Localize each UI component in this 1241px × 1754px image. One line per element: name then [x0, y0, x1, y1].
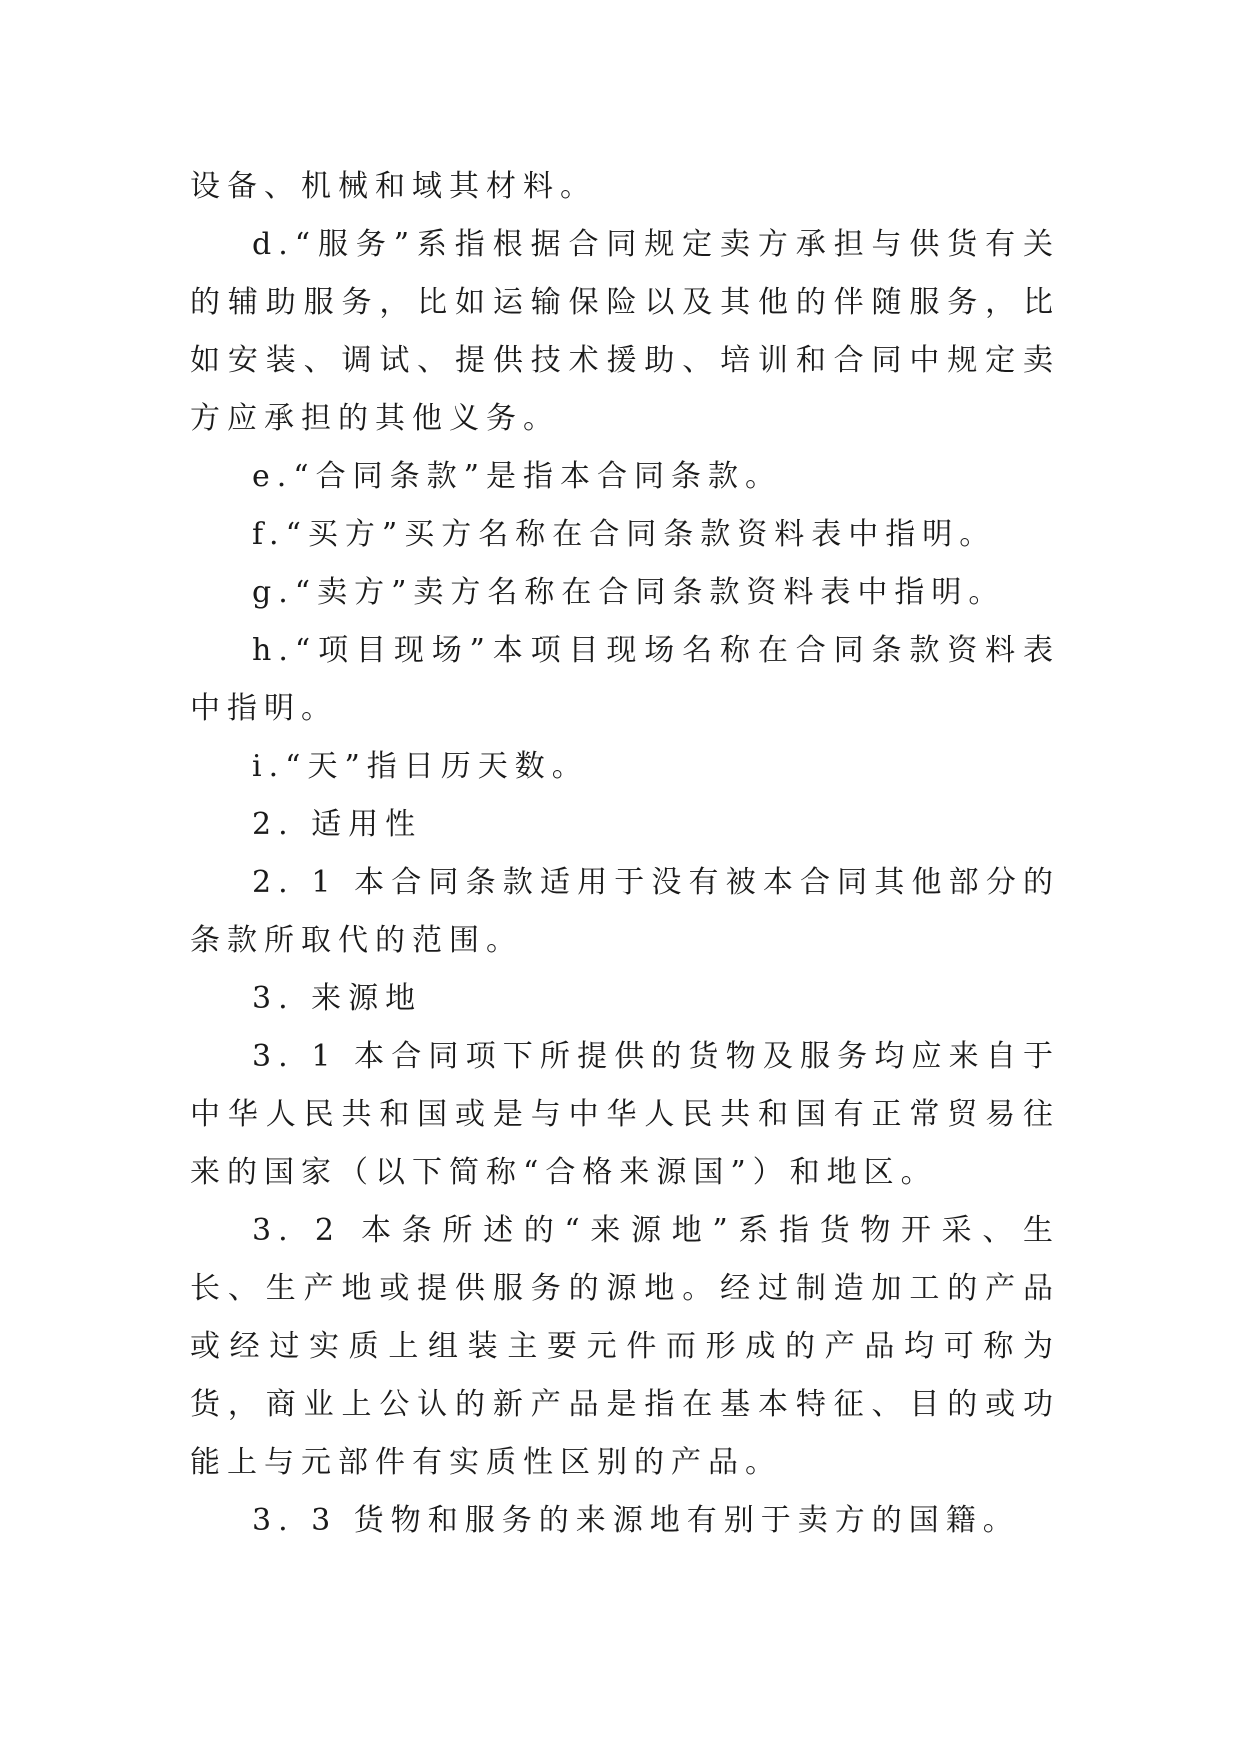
- paragraph-definition-e: e.“合同条款”是指本合同条款。: [252, 459, 782, 494]
- section-heading-origin: 3. 来源地: [252, 981, 423, 1016]
- paragraph-definition-i: i.“天”指日历天数。: [252, 749, 589, 784]
- paragraph-continuation: 设备、机械和域其材料。: [190, 169, 597, 204]
- paragraph-clause-3-2: 3. 2 本条所述的“来源地”系指货物开采、生长、生产地或提供服务的源地。经过制造加工的产品或经过实质上组装主要元件而形成的产品均可称为货，商业上公认的新产品是指在基本特征、目的或功能上与元部件有实质性区别的产品。: [190, 1213, 1060, 1480]
- paragraph-definition-g: g.“卖方”卖方名称在合同条款资料表中指明。: [252, 575, 1006, 610]
- document-page: [190, 158, 1060, 1550]
- paragraph-clause-2-1: 2. 1 本合同条款适用于没有被本合同其他部分的条款所取代的范围。: [190, 865, 1060, 958]
- paragraph-definition-h: h.“项目现场”本项目现场名称在合同条款资料表中指明。: [190, 633, 1060, 726]
- paragraph-definition-d: d.“服务”系指根据合同规定卖方承担与供货有关的辅助服务，比如运输保险以及其他的伴随服务，比如安装、调试、提供技术援助、培训和合同中规定卖方应承担的其他义务。: [190, 227, 1060, 436]
- section-heading-applicability: 2. 适用性: [252, 807, 423, 842]
- paragraph-clause-3-1: 3. 1 本合同项下所提供的货物及服务均应来自于中华人民共和国或是与中华人民共和国有正常贸易往来的国家（以下简称“合格来源国”）和地区。: [190, 1039, 1060, 1190]
- paragraph-clause-3-3: 3. 3 货物和服务的来源地有别于卖方的国籍。: [252, 1503, 1020, 1538]
- paragraph-definition-f: f.“买方”买方名称在合同条款资料表中指明。: [252, 517, 997, 552]
